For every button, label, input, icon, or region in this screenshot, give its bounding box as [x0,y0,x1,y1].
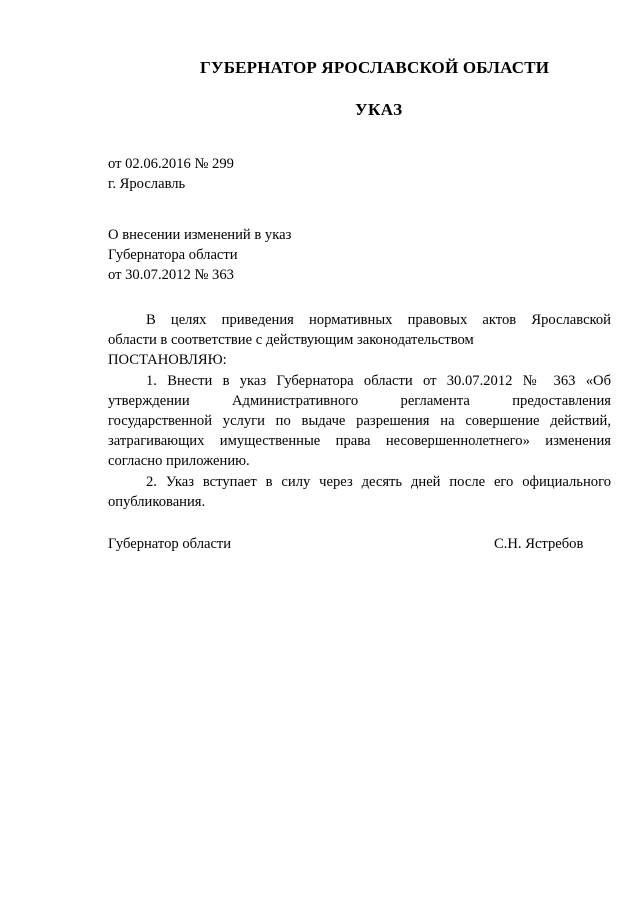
issuing-authority-heading: ГУБЕРНАТОР ЯРОСЛАВСКОЙ ОБЛАСТИ [200,58,550,77]
item-2-line: опубликования. [108,493,206,510]
signatory-name: С.Н. Ястребов [494,536,584,552]
subject-line: от 30.07.2012 № 363 [108,267,234,283]
signatory-position: Губернатор области [108,536,232,552]
document-body [108,310,611,512]
item-1-line: согласно приложению. [108,453,250,470]
item-1-line: утверждении Административного регламента предоставления [108,392,611,409]
document-city: г. Ярославль [108,176,186,192]
preamble-line: В целях приведения нормативных правовых актов Ярославской [146,312,611,328]
document-type-heading: УКАЗ [355,100,403,119]
item-1-line: затрагивающих имущественные права несовершеннолетнего» изменения [108,433,611,450]
item-1-line: государственной услуги по выдаче разрешения на совершение действий, [108,413,611,430]
preamble-line: области в соответствие с действующим законодательством [108,332,474,349]
resolve-heading: ПОСТАНОВЛЯЮ: [108,352,227,369]
document-date-number: от 02.06.2016 № 299 [108,156,234,172]
item-1-line: 1. Внести в указ Губернатора области от 30.07.2012 № 363 «Об [146,372,611,389]
subject-line: О внесении изменений в указ [108,227,292,243]
item-2-line: 2. Указ вступает в силу через десять дней после его официального [146,473,611,490]
subject-line: Губернатора области [108,247,238,263]
